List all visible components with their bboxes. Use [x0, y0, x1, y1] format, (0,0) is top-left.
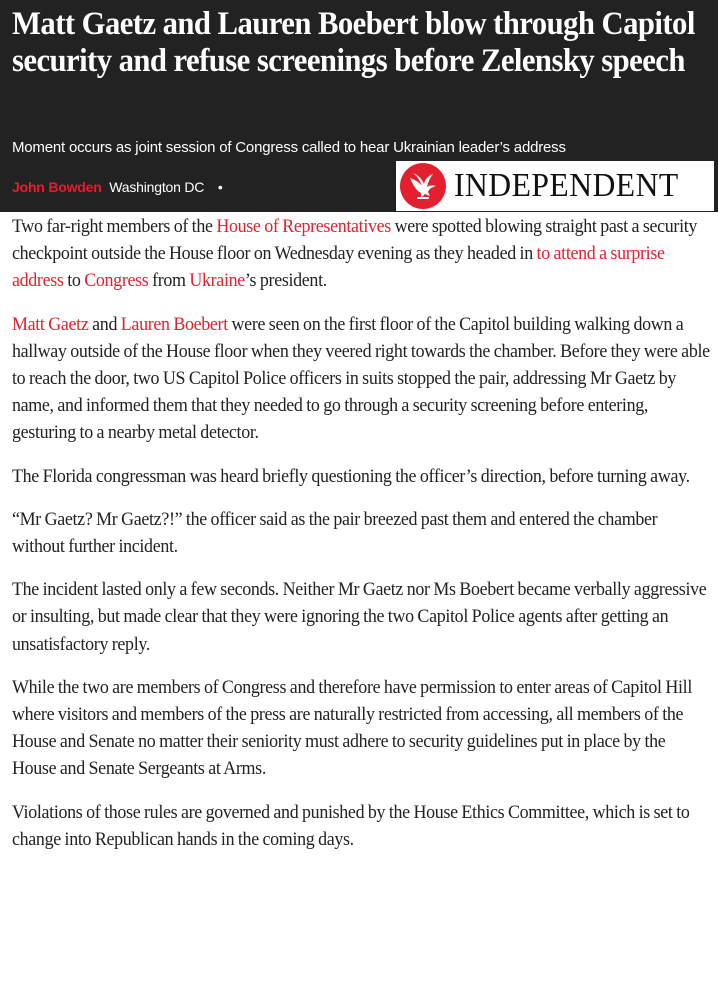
- byline-location: Washington DC: [109, 179, 205, 195]
- article-paragraph: “Mr Gaetz? Mr Gaetz?!” the officer said as the pair breezed past them and entered the chamber without further incident.: [12, 508, 658, 558]
- text-segment: were seen on the first floor of the Capitol building walking down a hallway outside of the House floor when they veered right towards the chamber. Before they were able to reach the door, two US Capitol Police officers in suits stopped the pair, addressing Mr Gaetz by name, and informed them that they needed to go through a security screening before entering, gesturing to a nearby metal detector.: [12, 313, 710, 444]
- link-ukraine[interactable]: Ukraine: [189, 270, 245, 292]
- link-congress[interactable]: Congress: [84, 270, 149, 292]
- independent-logo: [395, 160, 715, 212]
- logo-wordmark: INDEPENDENT: [454, 167, 679, 204]
- text-segment: from: [148, 270, 190, 292]
- eagle-icon: [400, 163, 446, 209]
- link-matt-gaetz[interactable]: Matt Gaetz: [12, 313, 89, 335]
- article-paragraph: [12, 213, 711, 295]
- article-paragraph: The incident lasted only a few seconds. Neither Mr Gaetz nor Ms Boebert became verbally aggressive or insulting, but made clear that they were ignoring the two Capitol Police agents after getting an unsatisfactory reply.: [12, 579, 707, 655]
- author-link[interactable]: John Bowden: [12, 179, 102, 195]
- headline: Matt Gaetz and Lauren Boebert blow through Capitol security and refuse screenings before Zelensky speech: [12, 6, 695, 79]
- text-segment: were spotted blowing straight past a security checkpoint outside the House floor on Wednesday evening as they headed in: [12, 216, 698, 265]
- article-paragraph: While the two are members of Congress and therefore have permission to enter areas of Capitol Hill where visitors and members of the press are naturally restricted from accessing, all members of the House and Senate no matter their seniority must adhere to security guidelines put in place by the House and Senate Sergeants at Arms.: [12, 676, 693, 780]
- link-house-of-representatives[interactable]: House of Representatives: [216, 216, 391, 237]
- text-segment: ’s president.: [244, 270, 327, 292]
- byline-separator: •: [217, 179, 223, 195]
- article-paragraph: Violations of those rules are governed and punished by the House Ethics Committee, which is set to change into Republican hands in the coming days.: [12, 801, 690, 850]
- article-body: [12, 213, 712, 869]
- link-lauren-boebert[interactable]: Lauren Boebert: [120, 313, 228, 335]
- text-segment: to: [63, 270, 85, 292]
- article-paragraph: [12, 311, 711, 447]
- text-segment: Two far-right members of the: [12, 216, 217, 237]
- text-segment: and: [88, 313, 121, 335]
- article-paragraph: The Florida congressman was heard briefly questioning the officer’s direction, before turning away.: [12, 465, 690, 487]
- link-surprise-address[interactable]: to attend a surprise address: [12, 243, 665, 292]
- standfirst: Moment occurs as joint session of Congress called to hear Ukrainian leader’s address: [12, 139, 566, 156]
- byline: [12, 177, 223, 197]
